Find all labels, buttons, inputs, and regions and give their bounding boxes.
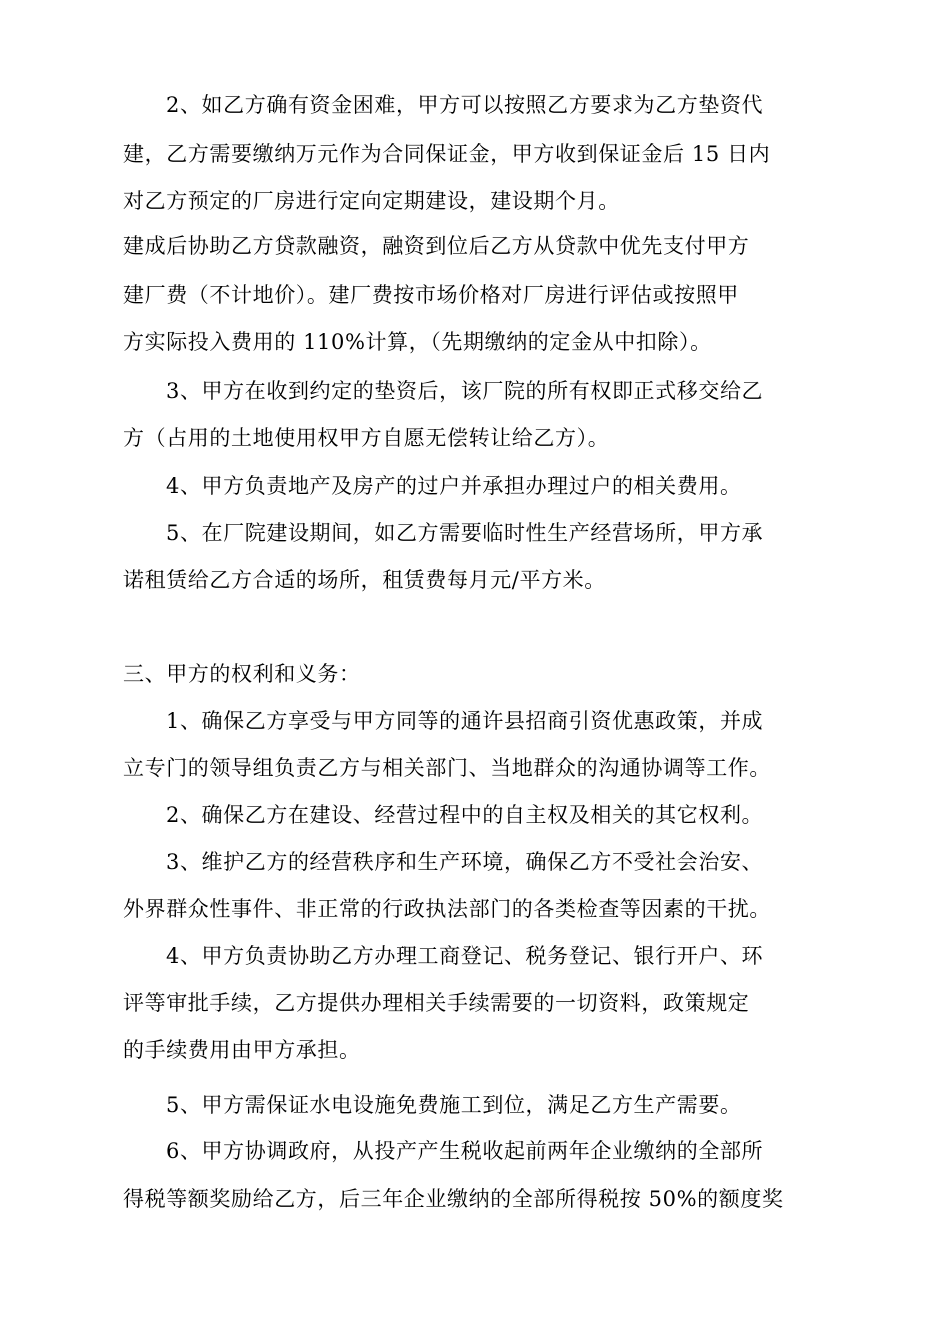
section-item-1-line-2: 立专门的领导组负责乙方与相关部门、当地群众的沟通协调等工作。 [123, 756, 771, 780]
section-item-2-line-1: 2、确保乙方在建设、经营过程中的自主权及相关的其它权利。 [166, 803, 764, 827]
section-heading: 三、甲方的权利和义务： [123, 662, 361, 686]
section-item-3-line-1: 3、维护乙方的经营秩序和生产环境，确保乙方不受社会治安、 [166, 850, 764, 874]
section-item-3-line-2: 外界群众性事件、非正常的行政执法部门的各类检查等因素的干扰。 [123, 897, 771, 921]
clause-2-line-3: 对乙方预定的厂房进行定向定期建设，建设期个月。 [123, 189, 620, 213]
clause-3-line-2: 方（占用的土地使用权甲方自愿无偿转让给乙方）。 [123, 426, 610, 450]
clause-5-line-2: 诺租赁给乙方合适的场所，租赁费每月元/平方米。 [123, 568, 606, 592]
clause-2-line-4: 建成后协助乙方贷款融资，融资到位后乙方从贷款中优先支付甲方 [123, 234, 750, 258]
clause-2-line-6: 方实际投入费用的 110%计算，（先期缴纳的定金从中扣除）。 [123, 330, 712, 354]
clause-4-line-1: 4、甲方负责地产及房产的过户并承担办理过户的相关费用。 [166, 474, 742, 498]
section-item-4-line-2: 评等审批手续，乙方提供办理相关手续需要的一切资料，政策规定 [123, 991, 750, 1015]
clause-3-line-1: 3、甲方在收到约定的垫资后，该厂院的所有权即正式移交给乙 [166, 379, 764, 403]
clause-2-line-1: 2、如乙方确有资金困难，甲方可以按照乙方要求为乙方垫资代 [166, 93, 764, 117]
section-item-4-line-1: 4、甲方负责协助乙方办理工商登记、税务登记、银行开户、环 [166, 944, 764, 968]
section-item-4-line-3: 的手续费用由甲方承担。 [123, 1038, 361, 1062]
clause-5-line-1: 5、在厂院建设期间，如乙方需要临时性生产经营场所，甲方承 [166, 521, 764, 545]
clause-2-line-2: 建，乙方需要缴纳万元作为合同保证金，甲方收到保证金后 15 日内 [123, 142, 771, 166]
clause-2-line-5: 建厂费（不计地价）。建厂费按市场价格对厂房进行评估或按照甲 [123, 283, 739, 307]
section-item-1-line-1: 1、确保乙方享受与甲方同等的通许县招商引资优惠政策，并成 [166, 709, 764, 733]
section-item-6-line-1: 6、甲方协调政府，从投产产生税收起前两年企业缴纳的全部所 [166, 1139, 764, 1163]
section-item-5-line-1: 5、甲方需保证水电设施免费施工到位，满足乙方生产需要。 [166, 1093, 742, 1117]
section-item-6-line-2: 得税等额奖励给乙方，后三年企业缴纳的全部所得税按 50%的额度奖 [123, 1187, 784, 1211]
